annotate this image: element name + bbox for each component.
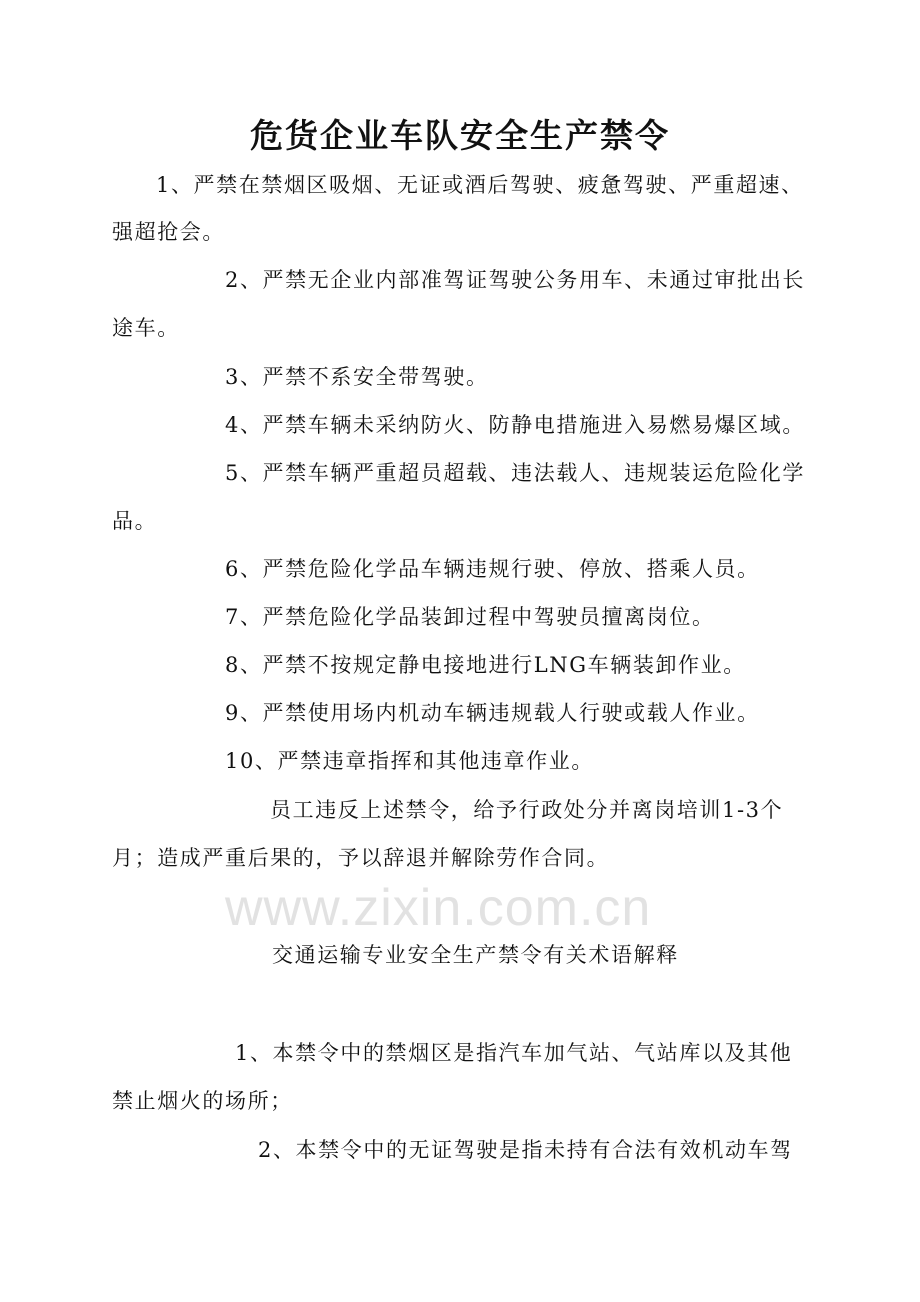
rule-1-line-2: 强超抢会。 xyxy=(112,220,225,244)
rule-9: 9、严禁使用场内机动车辆违规载人行驶或载人作业。 xyxy=(225,701,760,725)
section-subtitle: 交通运输专业安全生产禁令有关术语解释 xyxy=(272,943,679,967)
rule-5-line-1: 5、严禁车辆严重超员超载、违法载人、违规装运危险化学 xyxy=(225,461,805,485)
penalty-line-1: 员工违反上述禁令，给予行政处分并离岗培训1-3个 xyxy=(270,798,784,822)
rule-6: 6、严禁危险化学品车辆违规行驶、停放、搭乘人员。 xyxy=(225,557,760,581)
rule-5-line-2: 品。 xyxy=(112,509,158,533)
document-title: 危货企业车队安全生产禁令 xyxy=(250,116,670,155)
penalty-line-2: 月；造成严重后果的，予以辞退并解除劳作合同。 xyxy=(112,846,610,870)
term-1-line-1: 1、本禁令中的禁烟区是指汽车加气站、气站库以及其他 xyxy=(235,1041,793,1065)
rule-7: 7、严禁危险化学品装卸过程中驾驶员擅离岗位。 xyxy=(225,605,715,629)
rule-2-line-1: 2、严禁无企业内部准驾证驾驶公务用车、未通过审批出长 xyxy=(225,268,805,292)
rule-1-line-1: 1、严禁在禁烟区吸烟、无证或酒后驾驶、疲惫驾驶、严重超速、 xyxy=(156,173,804,197)
rule-3: 3、严禁不系安全带驾驶。 xyxy=(225,365,489,389)
rule-2-line-2: 途车。 xyxy=(112,316,180,340)
rule-8: 8、严禁不按规定静电接地进行LNG车辆装卸作业。 xyxy=(225,653,746,677)
term-1-line-2: 禁止烟火的场所； xyxy=(112,1089,293,1113)
rule-10: 10、严禁违章指挥和其他违章作业。 xyxy=(225,749,594,773)
watermark: www.zixin.com.cn xyxy=(225,879,652,937)
rule-4: 4、严禁车辆未采纳防火、防静电措施进入易燃易爆区域。 xyxy=(225,413,805,437)
term-2-line-1: 2、本禁令中的无证驾驶是指未持有合法有效机动车驾 xyxy=(258,1138,793,1162)
